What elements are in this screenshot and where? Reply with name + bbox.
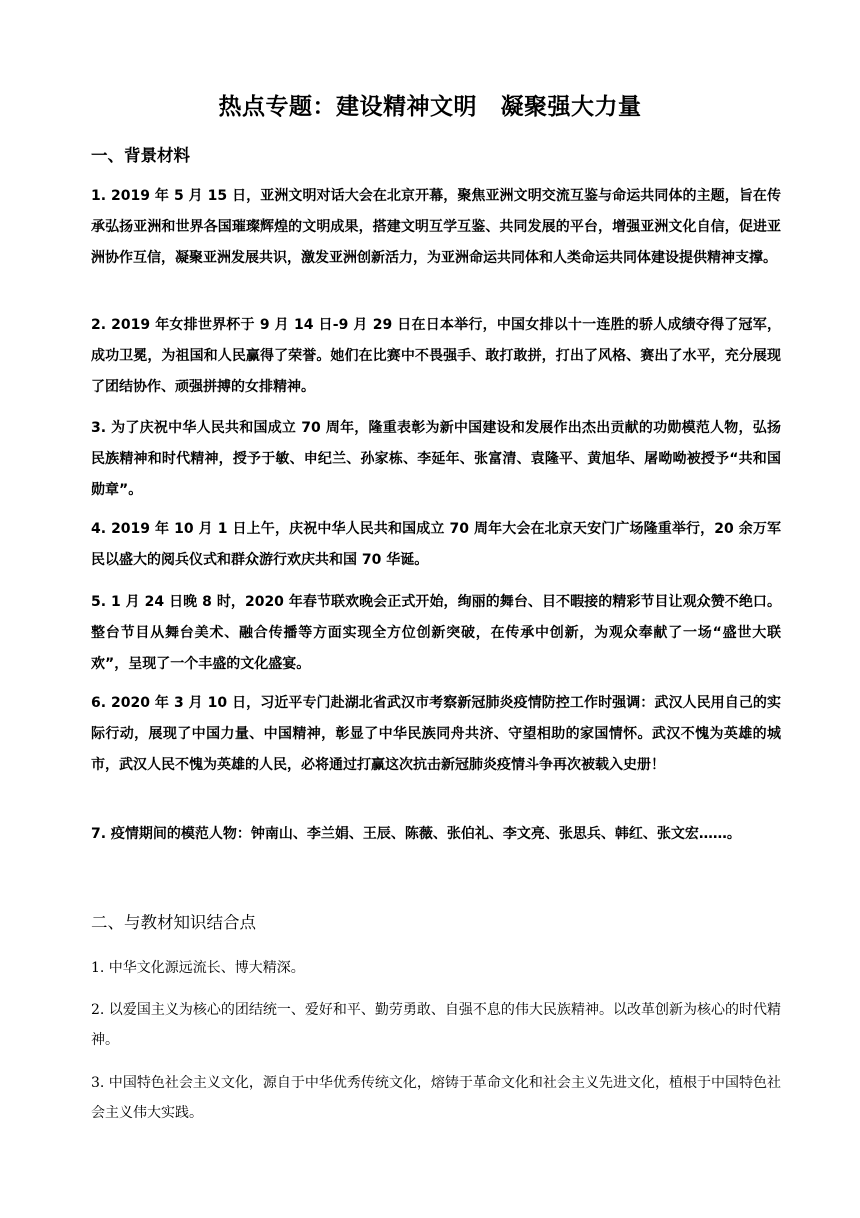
background-paragraph-5: 5. 1 月 24 日晚 8 时，2020 年春节联欢晚会正式开始，绚丽的舞台、目不暇接的精彩节目让观众赞不绝口。整台节目从舞台美术、融合传播等方面实现全方位创新突破，在传承中创新，为观众奉献了一场“盛世大联欢”，呈现了一个丰盛的文化盛宴。 [91,594,781,672]
background-paragraph-1: 1. 2019 年 5 月 15 日，亚洲文明对话大会在北京开幕，聚焦亚洲文明交流互鉴与命运共同体的主题，旨在传承弘扬亚洲和世界各国璀璨辉煌的文明成果，搭建文明互学互鉴、共同发展的平台，增强亚洲文化自信，促进亚洲协作互信，凝聚亚洲发展共识，激发亚洲创新活力，为亚洲命运共同体和人类命运共同体建设提供精神支撑。 [91,188,781,266]
background-paragraph-6: 6. 2020 年 3 月 10 日，习近平专门赴湖北省武汉市考察新冠肺炎疫情防控工作时强调：武汉人民用自己的实际行动，展现了中国力量、中国精神，彰显了中华民族同舟共济、守望相助的家国情怀。武汉不愧为英雄的城市，武汉人民不愧为英雄的人民，必将通过打赢这次抗击新冠肺炎疫情斗争再次被载入史册！ [91,695,781,773]
section-heading-textbook-points: 二、与教材知识结合点 [91,913,256,932]
textbook-point-2: 2. 以爱国主义为核心的团结统一、爱好和平、勤劳勇敢、自强不息的伟大民族精神。以改革创新为核心的时代精神。 [91,1002,781,1048]
document-title: 热点专题：建设精神文明 凝聚强大力量 [218,94,642,120]
background-paragraph-4: 4. 2019 年 10 月 1 日上午，庆祝中华人民共和国成立 70 周年大会在北京天安门广场隆重举行，20 余万军民以盛大的阅兵仪式和群众游行欢庆共和国 70 华诞。 [91,521,781,568]
textbook-point-1: 1. 中华文化源远流长、博大精深。 [91,960,305,976]
background-paragraph-2: 2. 2019 年女排世界杯于 9 月 14 日-9 月 29 日在日本举行，中国女排以十一连胜的骄人成绩夺得了冠军，成功卫冕，为祖国和人民赢得了荣誉。她们在比赛中不畏强手、敢打敢拼，打出了风格、赛出了水平，充分展现了团结协作、顽强拼搏的女排精神。 [91,317,781,395]
background-paragraph-7: 7. 疫情期间的模范人物：钟南山、李兰娟、王辰、陈薇、张伯礼、李文亮、张思兵、韩红、张文宏……。 [91,826,741,842]
section-heading-background: 一、背景材料 [91,146,190,165]
textbook-point-3: 3. 中国特色社会主义文化，源自于中华优秀传统文化，熔铸于革命文化和社会主义先进文化，植根于中国特色社会主义伟大实践。 [91,1075,781,1121]
background-paragraph-3: 3. 为了庆祝中华人民共和国成立 70 周年，隆重表彰为新中国建设和发展作出杰出贡献的功勋模范人物，弘扬民族精神和时代精神，授予于敏、申纪兰、孙家栋、李延年、张富清、袁隆平、黄旭华、屠呦呦被授予“共和国勋章”。 [91,420,781,498]
